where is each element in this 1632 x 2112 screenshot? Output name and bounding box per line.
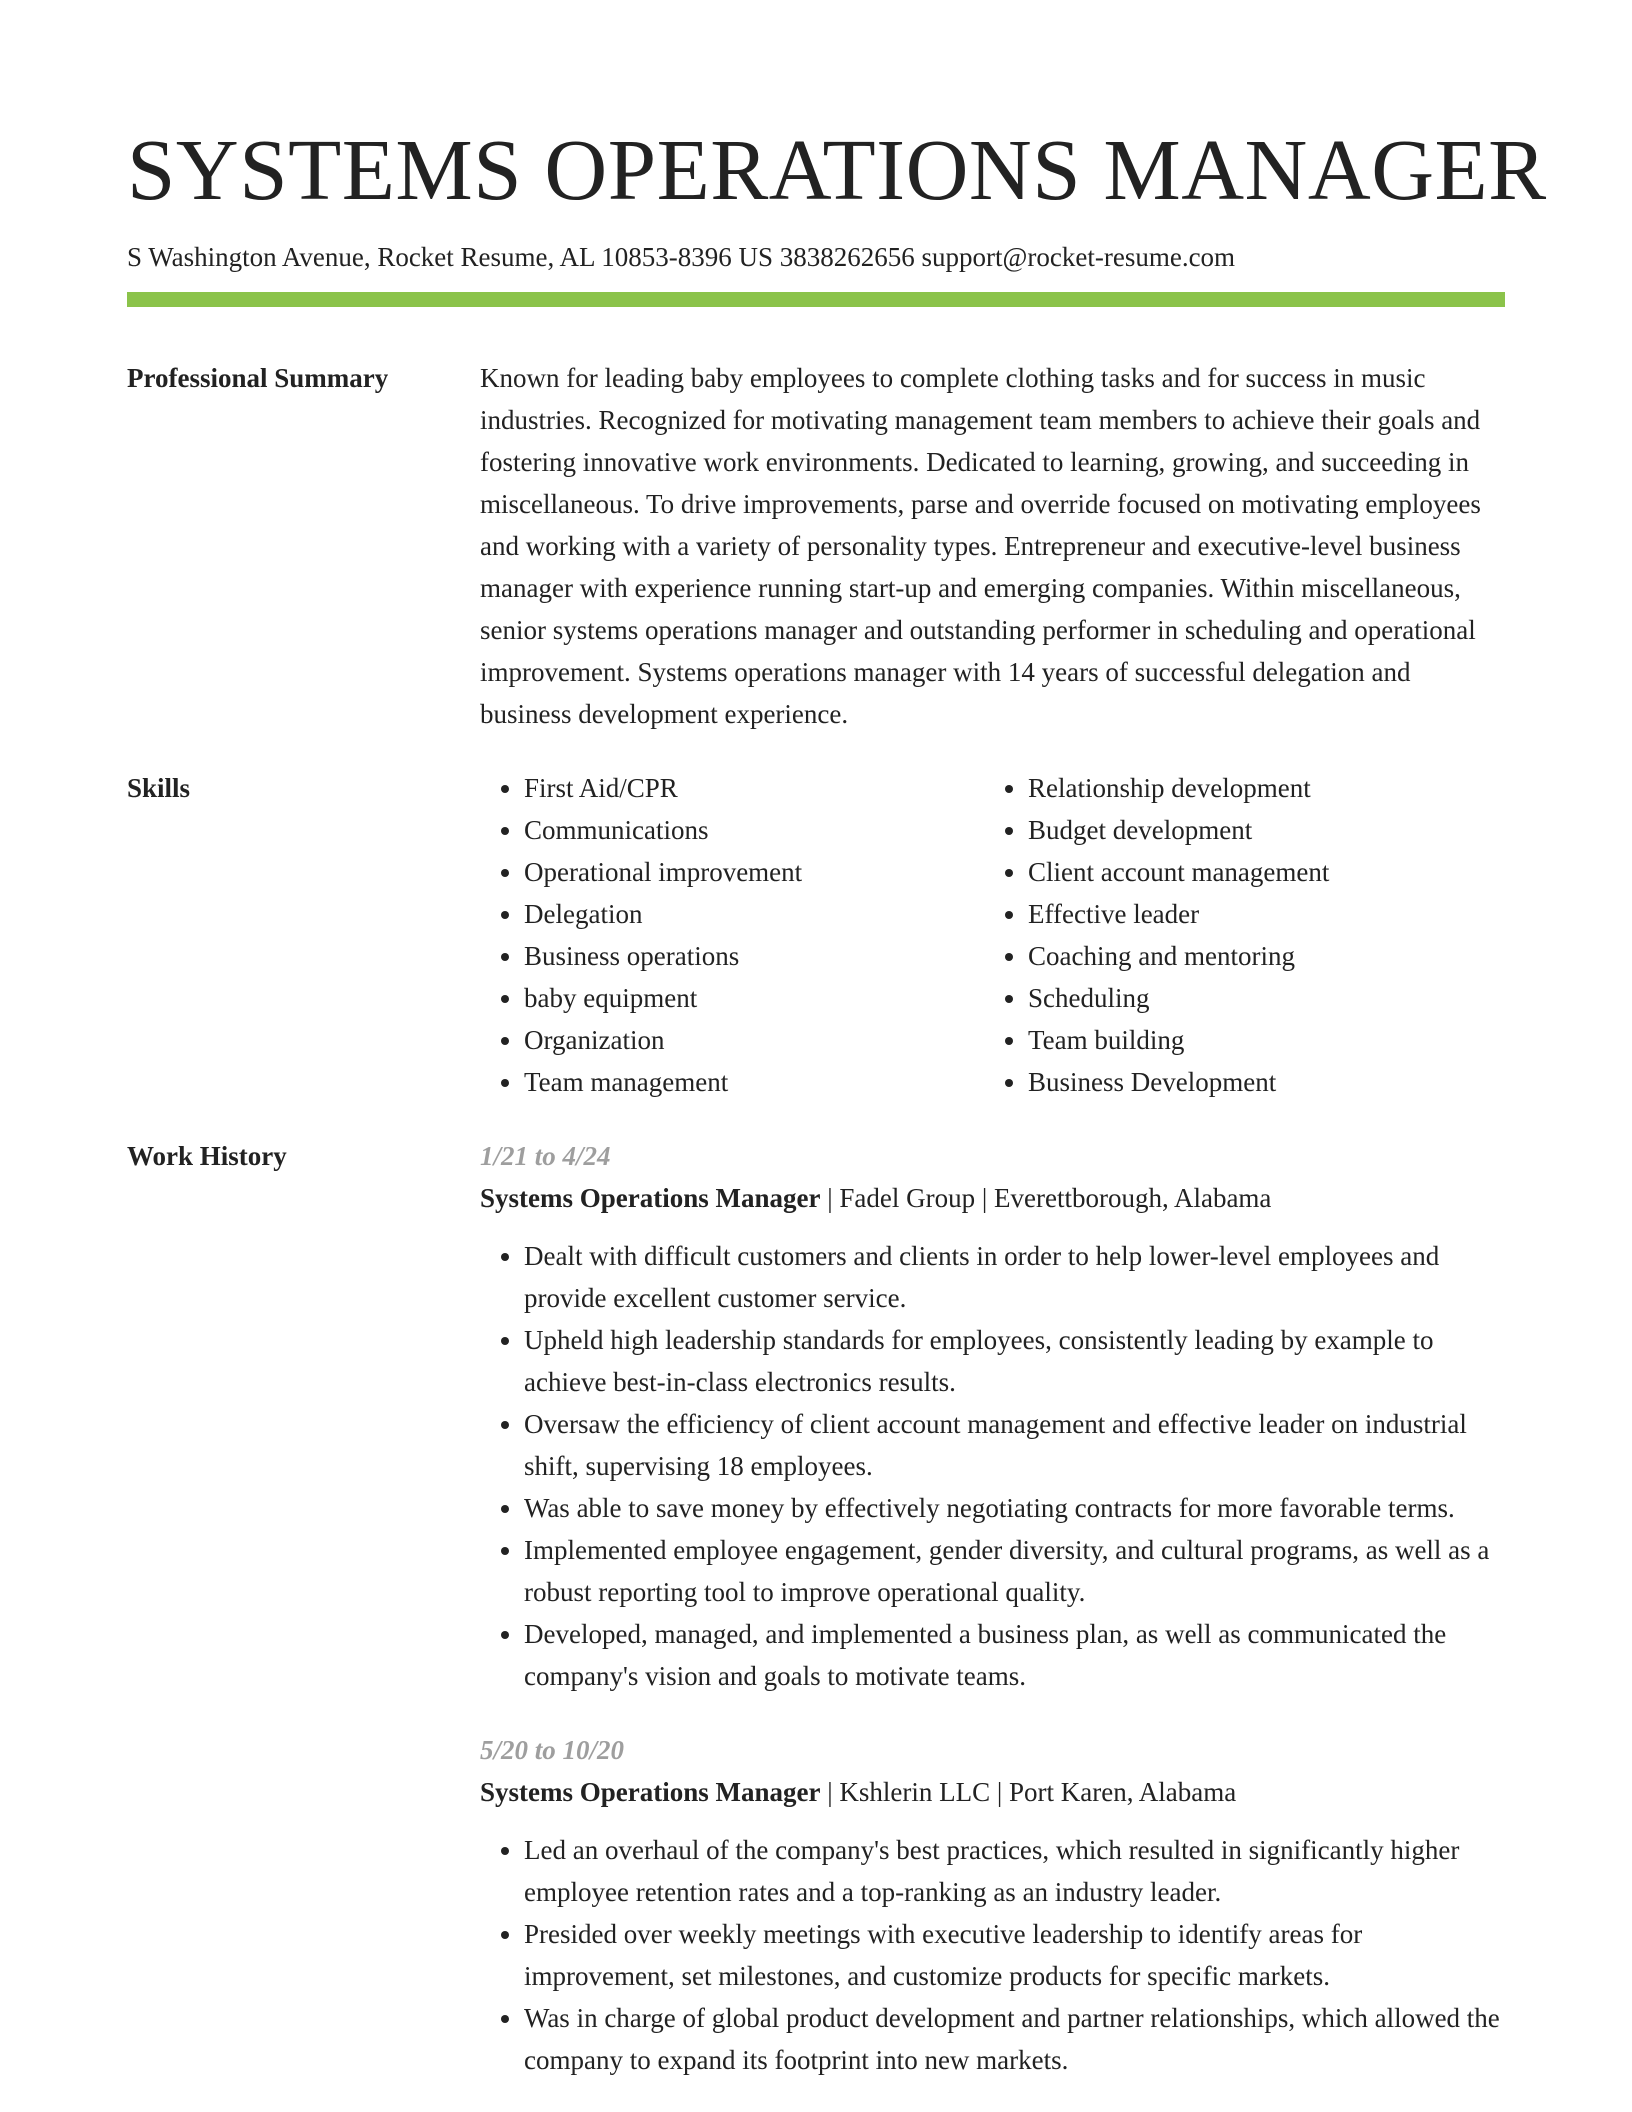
- skill-item: • Business Development: [1028, 1061, 1329, 1103]
- job-bullet: • Was in charge of global product development and partner relationships, which allowed the company to expand its footprint into new markets.: [524, 1997, 1505, 2081]
- summary-text: Known for leading baby employees to complete clothing tasks and for success in music industries. Recognized for motivating management team members to achieve their goals and fostering innovative work environments. Dedicated to learning, growing, and succeeding in miscellaneous. To drive improvements, parse and override focused on motivating employees and working with a variety of personality types. Entrepreneur and executive-level business manager with experience running start-up and emerging companies. Within miscellaneous, senior systems operations manager and outstanding performer in scheduling and operational improvement. Systems operations manager with 14 years of successful delegation and business development experience.: [480, 363, 1481, 730]
- job-entry: [480, 1729, 1505, 2081]
- job-bullet: • Led an overhaul of the company's best practices, which resulted in significantly higher employee retention rates and a top-ranking as an industry leader.: [524, 1829, 1505, 1913]
- skill-item: • Operational improvement: [524, 851, 984, 893]
- skills-list-right: [984, 767, 1329, 1103]
- job-bullet: • Developed, managed, and implemented a business plan, as well as communicated the company's vision and goals to motivate teams.: [524, 1613, 1505, 1697]
- job-bullets: [480, 1235, 1505, 1697]
- skill-item: • Coaching and mentoring: [1028, 935, 1329, 977]
- job-bullet: • Dealt with difficult customers and clients in order to help lower-level employees and provide excellent customer service.: [524, 1235, 1505, 1319]
- job-title: Systems Operations Manager: [480, 1183, 821, 1214]
- job-company-location: | Fadel Group | Everettborough, Alabama: [820, 1183, 1272, 1214]
- job-title: Systems Operations Manager: [480, 1777, 821, 1808]
- section-title-work: Work History: [127, 1141, 287, 1172]
- job-bullet: • Was able to save money by effectively negotiating contracts for more favorable terms.: [524, 1487, 1505, 1529]
- skills-list-left: [480, 767, 984, 1103]
- skill-item: • Business operations: [524, 935, 984, 977]
- skill-item: • Budget development: [1028, 809, 1329, 851]
- job-bullet: • Oversaw the efficiency of client account management and effective leader on industrial shift, supervising 18 employees.: [524, 1403, 1505, 1487]
- skill-item: • Organization: [524, 1019, 984, 1061]
- work-history-section: [127, 1135, 1505, 2081]
- job-company-location: | Kshlerin LLC | Port Karen, Alabama: [820, 1777, 1237, 1808]
- skill-item: • First Aid/CPR: [524, 767, 984, 809]
- professional-summary-section: [127, 357, 1505, 735]
- job-dates: 1/21 to 4/24: [480, 1141, 611, 1172]
- job-bullet: • Presided over weekly meetings with executive leadership to identify areas for improvement, set milestones, and customize products for specific markets.: [524, 1913, 1505, 1997]
- resume-page: [127, 0, 1547, 2081]
- contact-info: S Washington Avenue, Rocket Resume, AL 10853-8396 US 3838262656 support@rocket-resume.com: [127, 242, 1236, 272]
- skill-item: • Client account management: [1028, 851, 1329, 893]
- skill-item: • Scheduling: [1028, 977, 1329, 1019]
- skill-item: • Team management: [524, 1061, 984, 1103]
- job-bullet: • Upheld high leadership standards for employees, consistently leading by example to achieve best-in-class electronics results.: [524, 1319, 1505, 1403]
- section-title-summary: Professional Summary: [127, 363, 389, 394]
- candidate-name: SYSTEMS OPERATIONS MANAGER: [127, 121, 1547, 218]
- skill-item: • baby equipment: [524, 977, 984, 1019]
- skill-item: • Team building: [1028, 1019, 1329, 1061]
- job-bullet: • Implemented employee engagement, gender diversity, and cultural programs, as well as a robust reporting tool to improve operational quality.: [524, 1529, 1505, 1613]
- skill-item: • Effective leader: [1028, 893, 1329, 935]
- section-title-skills: Skills: [127, 773, 191, 804]
- job-heading: [480, 1177, 1505, 1219]
- skill-item: • Relationship development: [1028, 767, 1329, 809]
- skill-item: • Communications: [524, 809, 984, 851]
- skills-section: [127, 767, 1505, 1103]
- job-dates: 5/20 to 10/20: [480, 1735, 625, 1766]
- accent-divider: [127, 292, 1505, 307]
- job-entry: [480, 1135, 1505, 1697]
- job-heading: [480, 1771, 1505, 1813]
- job-bullets: [480, 1829, 1505, 2081]
- skill-item: • Delegation: [524, 893, 984, 935]
